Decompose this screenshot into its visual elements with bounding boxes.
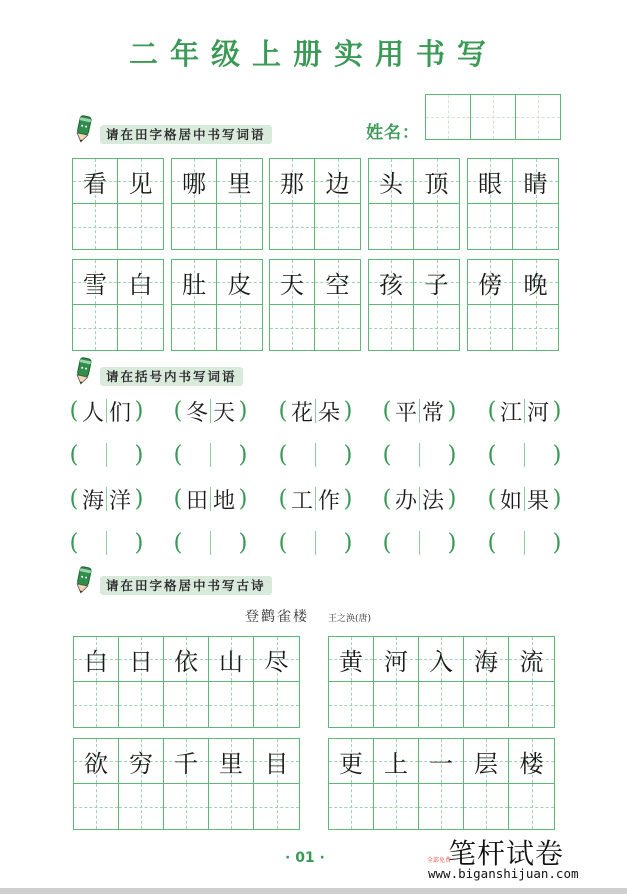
paren-char: 朵 (317, 400, 340, 426)
tianzige-cell-sample (217, 260, 262, 305)
name-input-box[interactable] (425, 94, 561, 140)
tianzige-cell-sample (513, 260, 558, 305)
right-paren: ) (134, 442, 144, 468)
grid-guide-horizontal (73, 227, 117, 228)
grid-guide-horizontal (172, 227, 216, 228)
tianzige-cell-sample (254, 637, 299, 682)
sample-character: 海 (474, 647, 498, 676)
left-paren: ( (173, 486, 183, 512)
tianzige-cell-sample (254, 739, 299, 784)
grid-guide-horizontal (118, 328, 163, 329)
section-label: 请在田字格居中书写词语 (100, 125, 272, 144)
tianzige-cell-sample (270, 159, 315, 204)
paren-char: 地 (212, 488, 235, 514)
sample-character: 眼 (478, 169, 502, 198)
paren-char: 平 (394, 400, 417, 426)
left-paren: ( (278, 442, 288, 468)
sample-character: 肚 (182, 270, 206, 299)
sample-character: 日 (129, 647, 153, 676)
tianzige-cell-sample (419, 637, 464, 682)
vocab-tianzige-box (467, 259, 559, 351)
tianzige-cell-writing[interactable] (414, 305, 459, 350)
sample-character: 傍 (478, 270, 502, 299)
poem-tianzige-box (328, 738, 555, 830)
section-label: 请在田字格居中书写古诗 (100, 576, 272, 595)
tianzige-cell-writing[interactable] (209, 682, 254, 727)
grid-guide-horizontal (315, 227, 360, 228)
paren-word-blank[interactable] (277, 440, 355, 470)
right-paren: ) (552, 398, 562, 424)
section-label: 请在括号内书写词语 (100, 367, 243, 386)
grid-guide-horizontal (419, 807, 463, 808)
left-paren: ( (382, 442, 392, 468)
left-paren: ( (173, 398, 183, 424)
grid-guide-horizontal (419, 705, 463, 706)
tianzige-cell-sample (118, 159, 163, 204)
left-paren: ( (382, 486, 392, 512)
right-paren: ) (343, 486, 353, 512)
paren-char: 花 (290, 400, 313, 426)
left-paren: ( (173, 530, 183, 556)
grid-guide-horizontal (209, 807, 253, 808)
sample-character: 流 (519, 647, 544, 676)
brand-tag: 全部免费 (427, 857, 452, 864)
right-paren: ) (447, 530, 457, 556)
tianzige-cell-writing[interactable] (73, 204, 118, 249)
sample-character: 边 (325, 169, 350, 198)
tianzige-cell-sample (464, 739, 509, 784)
tianzige-cell-sample (172, 260, 217, 305)
grid-guide-horizontal (414, 227, 459, 228)
vocab-tianzige-box (269, 158, 361, 250)
paren-char: 江 (499, 400, 522, 426)
paren-word-sample (68, 484, 146, 514)
grid-guide-horizontal (73, 328, 117, 329)
sample-character: 哪 (182, 169, 206, 198)
tianzige-cell-writing[interactable] (164, 682, 209, 727)
sample-character: 天 (280, 270, 304, 299)
grid-guide-horizontal (369, 227, 413, 228)
paren-word-blank[interactable] (277, 528, 355, 558)
paren-char: 如 (499, 488, 522, 514)
paren-char: 河 (526, 400, 549, 426)
tianzige-cell-writing[interactable] (209, 784, 254, 829)
grid-guide-horizontal (329, 705, 373, 706)
grid-guide-horizontal (119, 705, 163, 706)
right-paren: ) (343, 398, 353, 424)
tianzige-cell-sample (468, 260, 513, 305)
tianzige-cell-sample (74, 739, 119, 784)
paren-word-sample (486, 396, 564, 426)
right-paren: ) (343, 442, 353, 468)
vocab-tianzige-box (368, 158, 460, 250)
left-paren: ( (487, 442, 497, 468)
tianzige-cell-writing[interactable] (254, 682, 299, 727)
grid-guide-horizontal (270, 328, 314, 329)
sample-character: 顶 (424, 169, 449, 198)
tianzige-cell-writing[interactable] (73, 305, 118, 350)
tianzige-cell-sample (315, 260, 360, 305)
section-header-vocab-grid (72, 124, 272, 144)
poem-title: 登鹳雀楼 (245, 609, 309, 625)
right-paren: ) (343, 530, 353, 556)
tianzige-cell-sample (369, 260, 414, 305)
poem-tianzige-box (73, 738, 300, 830)
tianzige-cell-writing[interactable] (513, 204, 558, 249)
paren-char: 果 (526, 488, 549, 514)
grid-guide-horizontal (164, 705, 208, 706)
tianzige-cell-writing[interactable] (74, 784, 119, 829)
right-paren: ) (134, 530, 144, 556)
paren-word-blank[interactable] (381, 440, 459, 470)
sample-character: 黄 (339, 647, 363, 676)
sample-character: 河 (384, 647, 408, 676)
tianzige-cell-sample (513, 159, 558, 204)
sample-character: 看 (83, 169, 107, 198)
grid-guide-horizontal (217, 328, 262, 329)
grid-guide-horizontal (468, 227, 512, 228)
sample-character: 里 (219, 749, 243, 778)
vocab-tianzige-box (171, 259, 263, 351)
grid-guide-horizontal (74, 705, 118, 706)
vocab-tianzige-box (171, 158, 263, 250)
tianzige-cell-writing[interactable] (254, 784, 299, 829)
tianzige-cell-writing[interactable] (369, 305, 414, 350)
tianzige-cell-sample (172, 159, 217, 204)
right-paren: ) (238, 486, 248, 512)
grid-guide-horizontal (509, 807, 554, 808)
left-paren: ( (487, 398, 497, 424)
paren-divider (524, 443, 525, 467)
left-paren: ( (382, 530, 392, 556)
vocab-tianzige-box (72, 158, 164, 250)
tianzige-cell-sample (217, 159, 262, 204)
poem-author: 王之涣(唐) (328, 614, 372, 624)
right-paren: ) (134, 398, 144, 424)
tianzige-cell-writing[interactable] (374, 682, 419, 727)
right-paren: ) (447, 442, 457, 468)
tianzige-cell-writing[interactable] (315, 305, 360, 350)
grid-guide-horizontal (374, 705, 418, 706)
sample-character: 子 (424, 270, 449, 299)
sample-character: 上 (384, 749, 408, 778)
sample-character: 一 (429, 749, 453, 778)
left-paren: ( (69, 486, 79, 512)
right-paren: ) (552, 442, 562, 468)
sample-character: 空 (325, 270, 350, 299)
grid-guide-horizontal (315, 328, 360, 329)
tianzige-cell-sample (270, 260, 315, 305)
tianzige-cell-writing[interactable] (172, 204, 217, 249)
paren-divider (524, 531, 525, 555)
paren-word-sample (277, 484, 355, 514)
tianzige-cell-sample (374, 739, 419, 784)
right-paren: ) (447, 398, 457, 424)
grid-guide-horizontal (74, 807, 118, 808)
sample-character: 欲 (84, 749, 108, 778)
paren-word-sample (277, 396, 355, 426)
paren-divider (106, 443, 107, 467)
paren-char: 法 (421, 488, 444, 514)
left-paren: ( (173, 442, 183, 468)
sample-character: 入 (429, 647, 453, 676)
tianzige-cell-writing[interactable] (419, 784, 464, 829)
grid-guide-horizontal (209, 705, 253, 706)
paren-word-sample (172, 484, 250, 514)
tianzige-cell-writing[interactable] (119, 682, 164, 727)
brand-logo-text: 笔杆试卷 (448, 837, 565, 870)
tianzige-cell-sample (464, 637, 509, 682)
paren-divider (315, 531, 316, 555)
paren-divider (419, 531, 420, 555)
sample-character: 皮 (227, 270, 252, 299)
sample-character: 尽 (264, 647, 289, 676)
tianzige-cell-writing[interactable] (513, 305, 558, 350)
tianzige-cell-sample (374, 637, 419, 682)
tianzige-cell-sample (468, 159, 513, 204)
paren-word-blank[interactable] (381, 528, 459, 558)
tianzige-cell-writing[interactable] (509, 784, 554, 829)
poem-tianzige-box (73, 636, 300, 728)
grid-guide-horizontal (329, 807, 373, 808)
tianzige-cell-sample (119, 637, 164, 682)
paren-divider (106, 531, 107, 555)
right-paren: ) (552, 486, 562, 512)
name-cell[interactable] (516, 95, 560, 139)
sample-character: 穷 (129, 749, 153, 778)
paren-divider (419, 443, 420, 467)
grid-guide-horizontal (509, 705, 554, 706)
grid-guide-horizontal (369, 328, 413, 329)
sample-character: 更 (339, 749, 363, 778)
tianzige-cell-sample (118, 260, 163, 305)
vocab-tianzige-box (72, 259, 164, 351)
left-paren: ( (69, 442, 79, 468)
left-paren: ( (382, 398, 392, 424)
tianzige-cell-writing[interactable] (118, 305, 163, 350)
tianzige-cell-writing[interactable] (464, 784, 509, 829)
tianzige-cell-writing[interactable] (369, 204, 414, 249)
tianzige-cell-writing[interactable] (468, 204, 513, 249)
sample-character: 那 (280, 169, 304, 198)
tianzige-cell-writing[interactable] (270, 305, 315, 350)
tianzige-cell-sample (509, 637, 554, 682)
grid-guide-horizontal (217, 227, 262, 228)
sample-character: 楼 (519, 749, 544, 778)
sample-character: 层 (474, 749, 498, 778)
tianzige-cell-writing[interactable] (119, 784, 164, 829)
left-paren: ( (278, 530, 288, 556)
poem-tianzige-box (328, 636, 555, 728)
page-title: 二年级上册实用书写 (128, 37, 498, 71)
grid-guide-horizontal (172, 328, 216, 329)
tianzige-cell-sample (329, 739, 374, 784)
sample-character: 孩 (379, 270, 403, 299)
tianzige-cell-writing[interactable] (468, 305, 513, 350)
left-paren: ( (278, 486, 288, 512)
left-paren: ( (69, 530, 79, 556)
sample-character: 雪 (83, 270, 107, 299)
tianzige-cell-writing[interactable] (374, 784, 419, 829)
paren-char: 们 (108, 400, 131, 426)
paren-divider (210, 443, 211, 467)
grid-guide-horizontal (164, 807, 208, 808)
pencil-icon (72, 565, 94, 595)
grid-guide-horizontal (414, 328, 459, 329)
paren-word-sample (68, 396, 146, 426)
pencil-icon (72, 356, 94, 386)
right-paren: ) (552, 530, 562, 556)
paren-word-sample (381, 484, 459, 514)
paren-char: 田 (185, 488, 208, 514)
grid-guide-horizontal (468, 328, 512, 329)
paren-word-blank[interactable] (172, 440, 250, 470)
tianzige-cell-sample (369, 159, 414, 204)
grid-guide-horizontal (254, 705, 299, 706)
tianzige-cell-sample (73, 159, 118, 204)
vocab-tianzige-box (467, 158, 559, 250)
tianzige-cell-writing[interactable] (329, 784, 374, 829)
pencil-icon (72, 114, 94, 144)
left-paren: ( (487, 530, 497, 556)
tianzige-cell-writing[interactable] (315, 204, 360, 249)
tianzige-cell-sample (315, 159, 360, 204)
paren-char: 常 (421, 400, 444, 426)
tianzige-cell-writing[interactable] (217, 305, 262, 350)
paren-word-sample (381, 396, 459, 426)
paren-word-blank[interactable] (172, 528, 250, 558)
paren-divider (210, 531, 211, 555)
paren-word-blank[interactable] (68, 440, 146, 470)
right-paren: ) (134, 486, 144, 512)
tianzige-cell-sample (209, 739, 254, 784)
right-paren: ) (238, 530, 248, 556)
sample-character: 目 (264, 749, 289, 778)
sample-character: 白 (128, 270, 153, 299)
brand-url-link[interactable]: www.biganshijuan.com (428, 866, 579, 881)
sample-character: 依 (174, 647, 198, 676)
grid-guide-horizontal (254, 807, 299, 808)
tianzige-cell-sample (329, 637, 374, 682)
grid-guide-horizontal (374, 807, 418, 808)
paren-char: 工 (290, 488, 313, 514)
paren-char: 办 (394, 488, 417, 514)
tianzige-cell-writing[interactable] (164, 784, 209, 829)
paren-divider (315, 443, 316, 467)
grid-guide-horizontal (513, 227, 558, 228)
section-header-vocab-paren (72, 366, 243, 386)
sample-character: 山 (219, 647, 243, 676)
left-paren: ( (69, 398, 79, 424)
tianzige-cell-sample (164, 739, 209, 784)
tianzige-cell-sample (419, 739, 464, 784)
sample-character: 睛 (523, 169, 548, 198)
paren-word-blank[interactable] (486, 528, 564, 558)
paren-word-sample (172, 396, 250, 426)
tianzige-cell-writing[interactable] (74, 682, 119, 727)
grid-guide-horizontal (464, 705, 508, 706)
tianzige-cell-sample (509, 739, 554, 784)
paren-char: 洋 (108, 488, 131, 514)
section-header-poem (72, 575, 272, 595)
left-paren: ( (487, 486, 497, 512)
name-label: 姓名： (366, 123, 420, 143)
paren-char: 海 (81, 488, 104, 514)
tianzige-cell-writing[interactable] (414, 204, 459, 249)
paren-word-blank[interactable] (68, 528, 146, 558)
vocab-tianzige-box (368, 259, 460, 351)
paren-char: 冬 (185, 400, 208, 426)
right-paren: ) (238, 398, 248, 424)
vocab-tianzige-box (269, 259, 361, 351)
tianzige-cell-writing[interactable] (217, 204, 262, 249)
sample-character: 见 (128, 169, 153, 198)
paren-word-blank[interactable] (486, 440, 564, 470)
tianzige-cell-sample (414, 260, 459, 305)
paren-char: 人 (81, 400, 104, 426)
left-paren: ( (278, 398, 288, 424)
right-paren: ) (447, 486, 457, 512)
right-paren: ) (238, 442, 248, 468)
tianzige-cell-writing[interactable] (118, 204, 163, 249)
tianzige-cell-writing[interactable] (464, 682, 509, 727)
sample-character: 头 (379, 169, 403, 198)
tianzige-cell-writing[interactable] (172, 305, 217, 350)
tianzige-cell-sample (74, 637, 119, 682)
paren-word-sample (486, 484, 564, 514)
grid-guide-horizontal (464, 807, 508, 808)
tianzige-cell-sample (119, 739, 164, 784)
tianzige-cell-writing[interactable] (509, 682, 554, 727)
paren-char: 作 (317, 488, 340, 514)
tianzige-cell-sample (209, 637, 254, 682)
tianzige-cell-writing[interactable] (329, 682, 374, 727)
name-cell[interactable] (426, 95, 471, 139)
tianzige-cell-sample (164, 637, 209, 682)
grid-guide-horizontal (513, 328, 558, 329)
tianzige-cell-sample (414, 159, 459, 204)
grid-guide-horizontal (118, 227, 163, 228)
sample-character: 里 (227, 169, 252, 198)
bottom-bar (0, 888, 627, 894)
grid-guide-horizontal (270, 227, 314, 228)
tianzige-cell-writing[interactable] (419, 682, 464, 727)
sample-character: 白 (84, 647, 108, 676)
paren-char: 天 (212, 400, 235, 426)
page-number: · 01 · (285, 850, 325, 866)
name-cell[interactable] (471, 95, 516, 139)
sample-character: 晚 (523, 270, 548, 299)
grid-guide-horizontal (119, 807, 163, 808)
sample-character: 千 (174, 749, 198, 778)
tianzige-cell-sample (73, 260, 118, 305)
tianzige-cell-writing[interactable] (270, 204, 315, 249)
